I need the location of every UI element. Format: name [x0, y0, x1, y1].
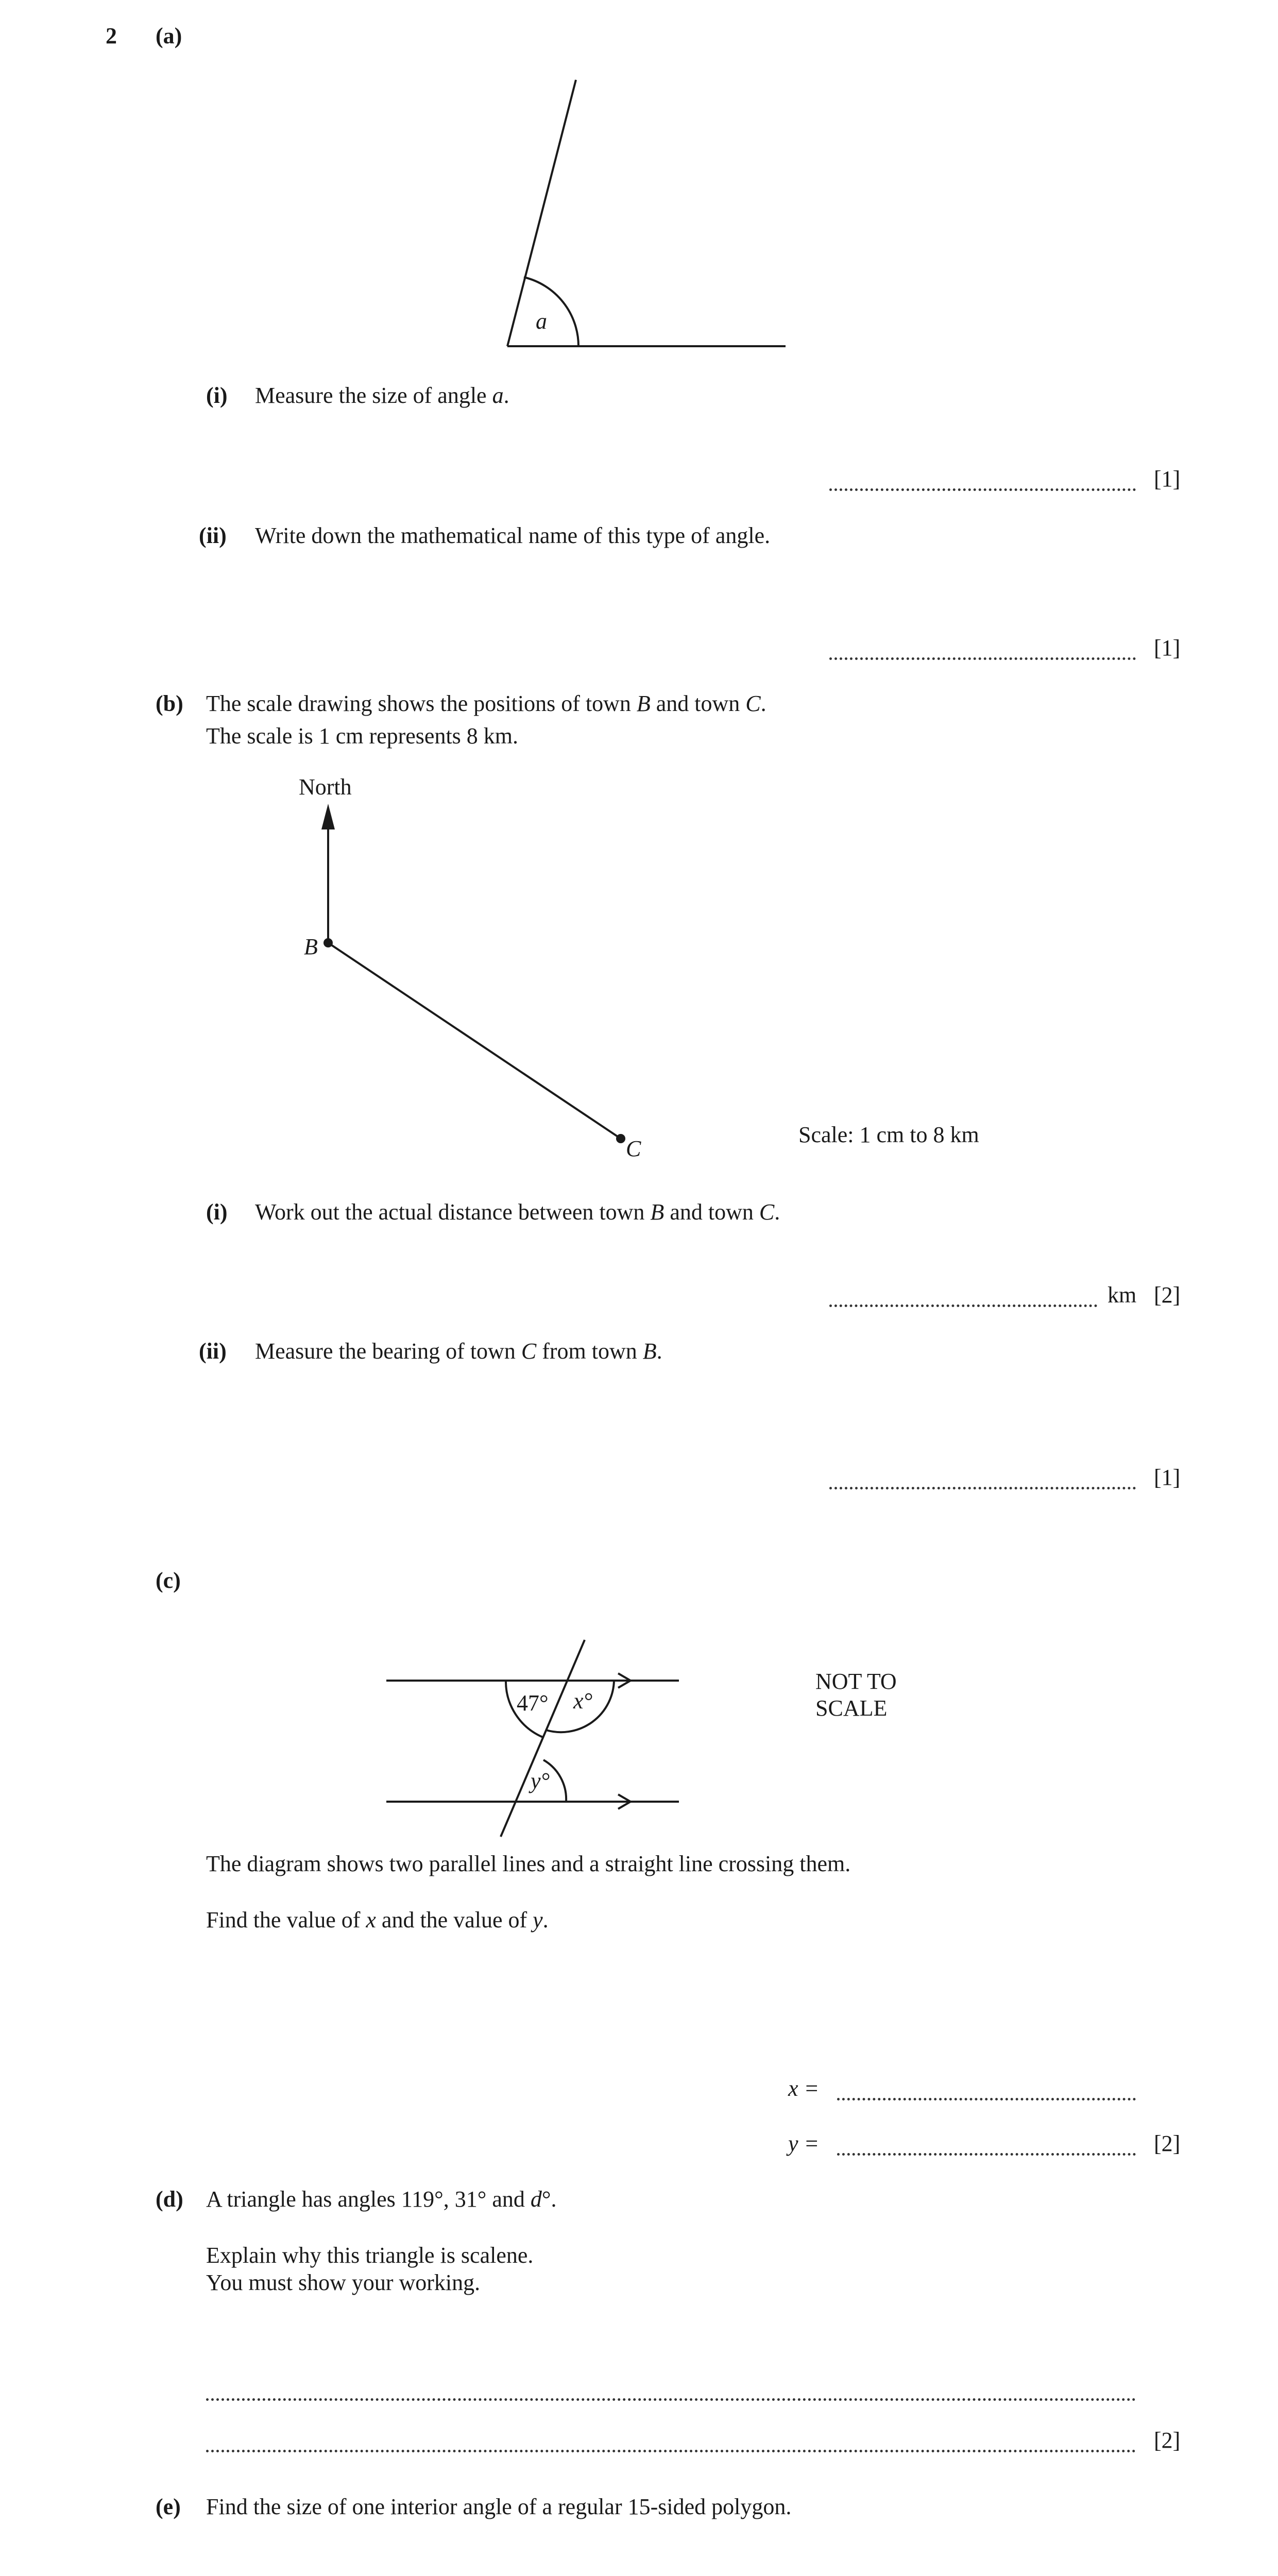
not-to-scale-line1: NOT TO [815, 1669, 897, 1694]
var-c: C [745, 691, 761, 716]
part-a-i-label: (i) [206, 383, 228, 408]
scale-drawing [321, 804, 624, 1142]
part-d-label: (d) [156, 2187, 183, 2212]
angle-a-arc [524, 277, 578, 346]
text: . [760, 691, 766, 716]
angle-x-label: x° [573, 1688, 593, 1714]
answer-line-d-1[interactable] [206, 2398, 1136, 2401]
question-number: 2 [106, 23, 117, 48]
north-label: North [299, 774, 352, 800]
part-a-ii-label: (ii) [199, 523, 227, 548]
scale-note: Scale: 1 cm to 8 km [798, 1122, 979, 1147]
text: . [774, 1199, 780, 1225]
part-a-i-question [255, 382, 509, 409]
town-b-label: B [304, 934, 318, 959]
part-e-text: Find the size of one interior angle of a regular 15-sided polygon. [206, 2494, 792, 2519]
y-equals-label: y = [788, 2131, 820, 2156]
transversal-line [501, 1640, 585, 1837]
part-b-line2: The scale is 1 cm represents 8 km. [206, 723, 519, 749]
var-y: y [533, 1907, 543, 1933]
text: and town [664, 1199, 759, 1225]
answer-line-a-ii[interactable] [829, 657, 1136, 660]
text: A triangle has angles 119°, 31° and [206, 2187, 531, 2212]
var-b: B [636, 691, 651, 716]
part-e-label: (e) [156, 2494, 181, 2519]
x-equals-label: x = [788, 2076, 820, 2101]
line-b-to-c [328, 943, 621, 1139]
text: . [503, 383, 509, 408]
var-a: a [492, 383, 504, 408]
town-c-point [617, 1135, 624, 1142]
town-b-point [325, 939, 332, 946]
var-x: x [366, 1907, 376, 1933]
marks-d: [2] [1154, 2428, 1181, 2453]
text: and the value of [376, 1907, 533, 1933]
part-c-text1: The diagram shows two parallel lines and a straight line crossing them. [206, 1851, 851, 1876]
var-c: C [759, 1199, 775, 1225]
answer-line-y[interactable] [837, 2153, 1136, 2156]
part-b-line1 [206, 690, 766, 717]
text: and town [650, 691, 746, 716]
part-a-label: (a) [156, 23, 182, 48]
part-c-text2 [206, 1907, 549, 1934]
marks-b-ii: [1] [1154, 1465, 1181, 1490]
north-arrow-icon [321, 804, 335, 829]
text: Measure the bearing of town [255, 1338, 521, 1364]
angle-y-label: y° [531, 1768, 550, 1793]
angle-a-diagram [507, 80, 786, 346]
var-b: B [650, 1199, 664, 1225]
part-d-text3: You must show your working. [206, 2270, 481, 2295]
answer-line-d-2[interactable] [206, 2450, 1136, 2452]
text: Work out the actual distance between town [255, 1199, 651, 1225]
not-to-scale-line2: SCALE [815, 1696, 888, 1721]
part-d-text1 [206, 2186, 557, 2213]
marks-b-i: [2] [1154, 1282, 1181, 1308]
part-d-text2: Explain why this triangle is scalene. [206, 2243, 534, 2268]
town-c-label: C [626, 1136, 641, 1161]
part-b-i-label: (i) [206, 1199, 228, 1225]
text: The scale drawing shows the positions of town [206, 691, 637, 716]
part-b-ii-label: (ii) [199, 1338, 227, 1364]
angle-47-label: 47° [517, 1690, 549, 1716]
marks-c: [2] [1154, 2131, 1181, 2156]
part-c-label: (c) [156, 1568, 181, 1593]
part-b-label: (b) [156, 691, 183, 716]
text: Find the value of [206, 1907, 366, 1933]
angle-a-label: a [536, 309, 547, 334]
answer-line-a-i[interactable] [829, 488, 1136, 491]
part-b-i-question [255, 1199, 780, 1226]
marks-a-ii: [1] [1154, 635, 1181, 660]
var-d: d [530, 2187, 542, 2212]
marks-a-i: [1] [1154, 466, 1181, 492]
text: from town [536, 1338, 643, 1364]
part-b-ii-question [255, 1338, 662, 1365]
part-a-ii-question: Write down the mathematical name of this type of angle. [255, 523, 771, 548]
var-b: B [642, 1338, 657, 1364]
answer-line-x[interactable] [837, 2098, 1136, 2100]
text: Measure the size of angle [255, 383, 492, 408]
text: °. [541, 2187, 557, 2212]
unit-km: km [1107, 1282, 1137, 1308]
text: . [542, 1907, 549, 1933]
text: . [656, 1338, 662, 1364]
parallel-lines-diagram [386, 1640, 679, 1837]
answer-line-b-i[interactable] [829, 1304, 1097, 1307]
answer-line-b-ii[interactable] [829, 1487, 1136, 1489]
var-c: C [521, 1338, 537, 1364]
